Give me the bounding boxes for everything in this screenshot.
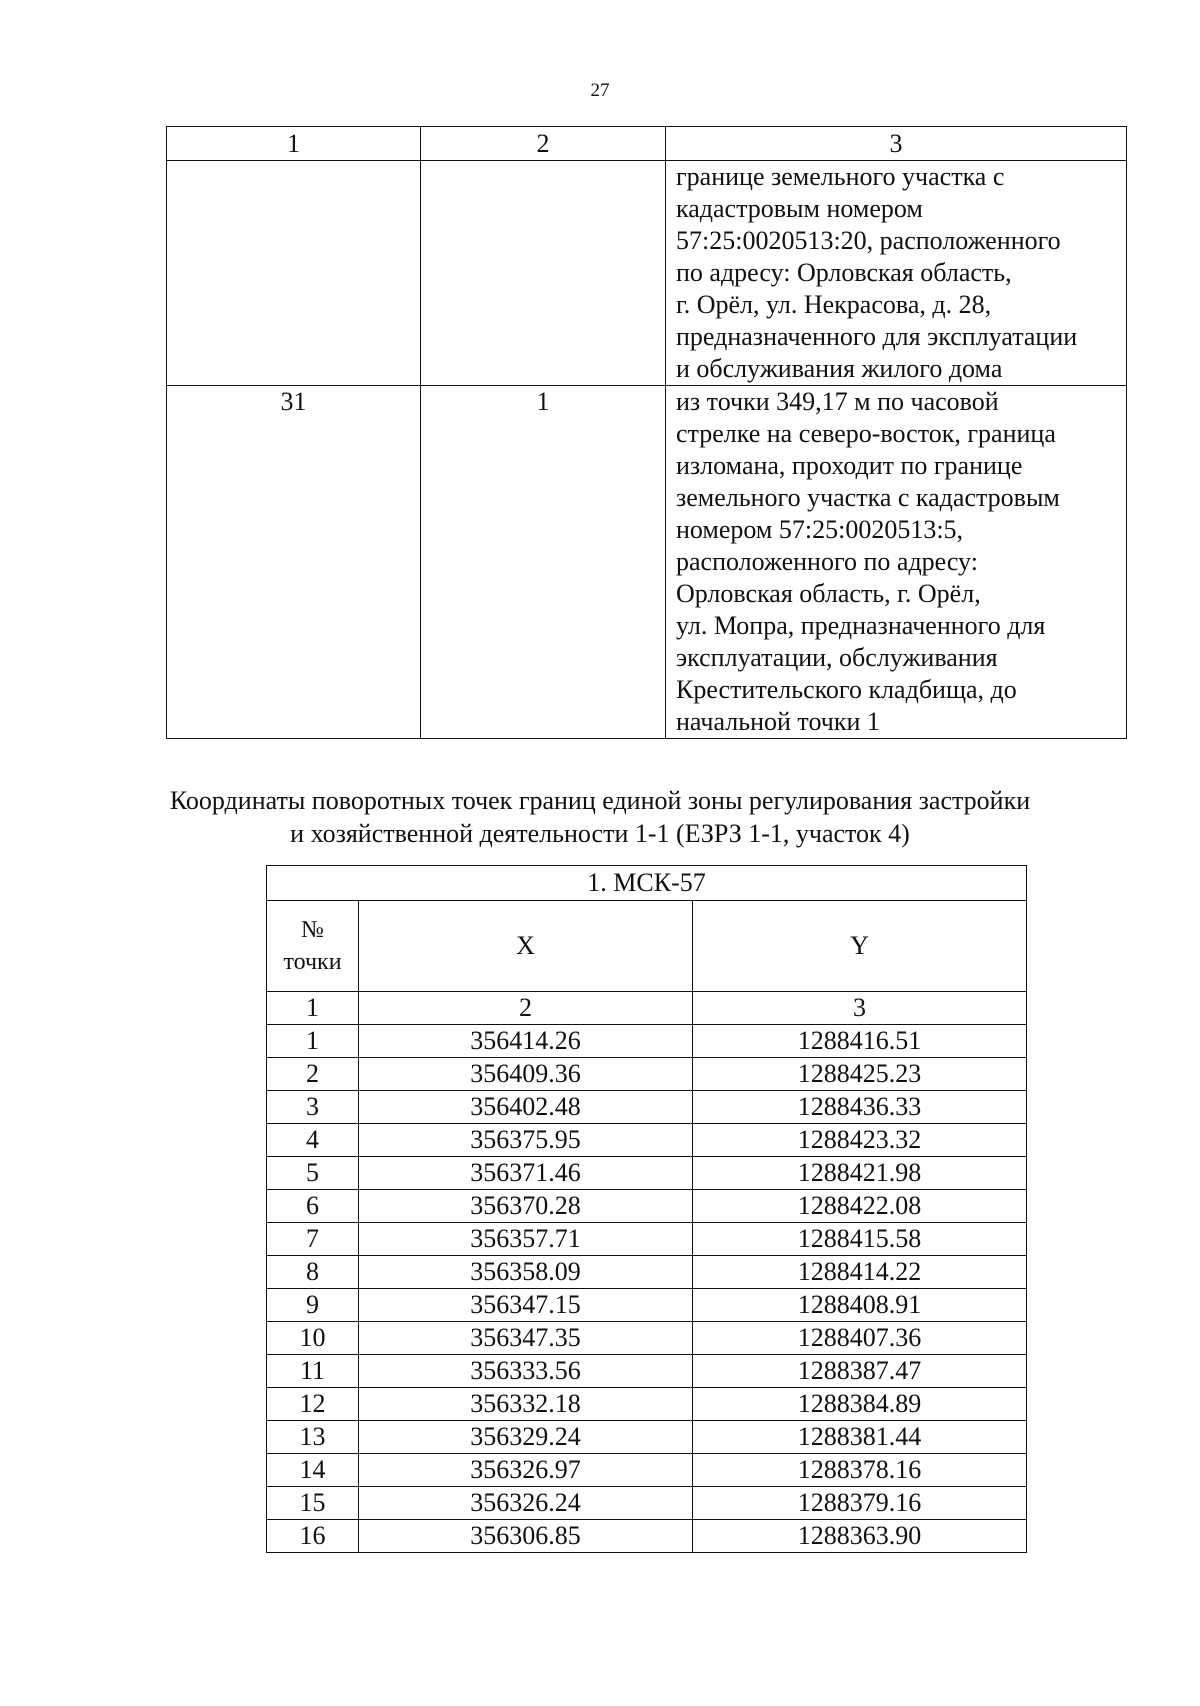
point-number-cell: 10 bbox=[267, 1322, 359, 1355]
x-coordinate-cell: 356375.95 bbox=[359, 1124, 693, 1157]
description-line: начальной точки 1 bbox=[676, 707, 880, 736]
description-line: стрелке на северо-восток, граница bbox=[676, 419, 1056, 448]
table-row bbox=[267, 1355, 1027, 1388]
page-number: 27 bbox=[590, 80, 610, 101]
point-number-cell: 1 bbox=[267, 1025, 359, 1058]
coordinates-heading-line: и хозяйственной деятельности 1-1 (ЕЗРЗ 1-1, участок 4) bbox=[290, 819, 910, 848]
point-number-header bbox=[267, 901, 359, 992]
table-row bbox=[267, 1487, 1027, 1520]
x-coordinate-cell: 356332.18 bbox=[359, 1388, 693, 1421]
description-line: ул. Мопра, предназначенного для bbox=[676, 611, 1046, 640]
table-row bbox=[267, 1520, 1027, 1553]
description-line: земельного участка с кадастровым bbox=[676, 483, 1060, 512]
y-coordinate-cell: 1288384.89 bbox=[693, 1388, 1027, 1421]
description-line: эксплуатации, обслуживания bbox=[676, 643, 998, 672]
y-coordinate-cell: 1288363.90 bbox=[693, 1520, 1027, 1553]
y-coordinate-cell: 1288379.16 bbox=[693, 1487, 1027, 1520]
description-line: Орловская область, г. Орёл, bbox=[676, 579, 981, 608]
point-number-header-word: точки bbox=[283, 949, 342, 975]
description-line: и обслуживания жилого дома bbox=[676, 354, 1003, 383]
point-number-cell: 8 bbox=[267, 1256, 359, 1289]
point-number-header-symbol: № bbox=[301, 917, 324, 943]
x-coordinate-cell: 356370.28 bbox=[359, 1190, 693, 1223]
coordinates-column-header-row bbox=[267, 901, 1027, 992]
y-coordinate-cell: 1288381.44 bbox=[693, 1421, 1027, 1454]
x-column-header: X bbox=[359, 901, 693, 992]
x-coordinate-cell: 356409.36 bbox=[359, 1058, 693, 1091]
y-column-header: Y bbox=[693, 901, 1027, 992]
x-coordinate-cell: 356326.97 bbox=[359, 1454, 693, 1487]
x-coordinate-cell: 356306.85 bbox=[359, 1520, 693, 1553]
y-coordinate-cell: 1288408.91 bbox=[693, 1289, 1027, 1322]
table-row bbox=[267, 1157, 1027, 1190]
boundary-point-from-cell bbox=[167, 161, 421, 386]
y-coordinate-cell: 1288416.51 bbox=[693, 1025, 1027, 1058]
table-row bbox=[267, 1421, 1027, 1454]
table-row bbox=[267, 1256, 1027, 1289]
description-line: границе земельного участка с bbox=[676, 162, 1005, 191]
coordinate-system-label: 1. МСК-57 bbox=[267, 866, 1027, 901]
x-coordinate-cell: 356414.26 bbox=[359, 1025, 693, 1058]
y-coordinate-cell: 1288436.33 bbox=[693, 1091, 1027, 1124]
x-coordinate-cell: 356358.09 bbox=[359, 1256, 693, 1289]
table-row bbox=[267, 1091, 1027, 1124]
point-number-cell: 12 bbox=[267, 1388, 359, 1421]
numbering-cell: 3 bbox=[693, 992, 1027, 1025]
boundary-table-header-row bbox=[167, 127, 1127, 161]
y-coordinate-cell: 1288407.36 bbox=[693, 1322, 1027, 1355]
point-number-cell: 4 bbox=[267, 1124, 359, 1157]
y-coordinate-cell: 1288423.32 bbox=[693, 1124, 1027, 1157]
table-row bbox=[267, 1025, 1027, 1058]
point-number-cell: 5 bbox=[267, 1157, 359, 1190]
point-number-cell: 3 bbox=[267, 1091, 359, 1124]
x-coordinate-cell: 356347.15 bbox=[359, 1289, 693, 1322]
table-row bbox=[267, 1190, 1027, 1223]
table-row bbox=[267, 1058, 1027, 1091]
table-row bbox=[267, 1124, 1027, 1157]
boundary-table-header-cell: 1 bbox=[167, 127, 421, 161]
description-line: г. Орёл, ул. Некрасова, д. 28, bbox=[676, 290, 992, 319]
y-coordinate-cell: 1288415.58 bbox=[693, 1223, 1027, 1256]
description-line: изломана, проходит по границе bbox=[676, 451, 1023, 480]
x-coordinate-cell: 356326.24 bbox=[359, 1487, 693, 1520]
table-row bbox=[267, 1322, 1027, 1355]
boundary-point-from-cell: 31 bbox=[167, 386, 421, 739]
x-coordinate-cell: 356347.35 bbox=[359, 1322, 693, 1355]
table-row bbox=[267, 1289, 1027, 1322]
table-row bbox=[267, 1223, 1027, 1256]
point-number-cell: 15 bbox=[267, 1487, 359, 1520]
y-coordinate-cell: 1288422.08 bbox=[693, 1190, 1027, 1223]
numbering-cell: 2 bbox=[359, 992, 693, 1025]
coordinates-table bbox=[266, 865, 1027, 1553]
boundary-description-table bbox=[166, 126, 1127, 739]
boundary-table-row bbox=[167, 386, 1127, 739]
boundary-table-header-cell: 2 bbox=[421, 127, 666, 161]
coordinates-numbering-row bbox=[267, 992, 1027, 1025]
description-line: кадастровым номером bbox=[676, 194, 923, 223]
table-row bbox=[267, 1388, 1027, 1421]
point-number-cell: 9 bbox=[267, 1289, 359, 1322]
x-coordinate-cell: 356371.46 bbox=[359, 1157, 693, 1190]
x-coordinate-cell: 356357.71 bbox=[359, 1223, 693, 1256]
y-coordinate-cell: 1288414.22 bbox=[693, 1256, 1027, 1289]
point-number-cell: 6 bbox=[267, 1190, 359, 1223]
point-number-cell: 7 bbox=[267, 1223, 359, 1256]
numbering-cell: 1 bbox=[267, 992, 359, 1025]
description-line: по адресу: Орловская область, bbox=[676, 258, 1012, 287]
x-coordinate-cell: 356333.56 bbox=[359, 1355, 693, 1388]
description-line: 57:25:0020513:20, расположенного bbox=[676, 226, 1061, 255]
description-line: номером 57:25:0020513:5, bbox=[676, 515, 964, 544]
point-number-cell: 16 bbox=[267, 1520, 359, 1553]
point-number-cell: 14 bbox=[267, 1454, 359, 1487]
boundary-description-cell bbox=[666, 386, 1127, 739]
description-line: Крестительского кладбища, до bbox=[676, 675, 1017, 704]
boundary-table-row bbox=[167, 161, 1127, 386]
point-number-cell: 11 bbox=[267, 1355, 359, 1388]
boundary-point-to-cell: 1 bbox=[421, 386, 666, 739]
point-number-cell: 2 bbox=[267, 1058, 359, 1091]
description-line: из точки 349,17 м по часовой bbox=[676, 387, 999, 416]
coordinate-system-row bbox=[267, 866, 1027, 901]
x-coordinate-cell: 356402.48 bbox=[359, 1091, 693, 1124]
y-coordinate-cell: 1288378.16 bbox=[693, 1454, 1027, 1487]
boundary-description-cell bbox=[666, 161, 1127, 386]
x-coordinate-cell: 356329.24 bbox=[359, 1421, 693, 1454]
coordinates-heading-line: Координаты поворотных точек границ единой зоны регулирования застройки bbox=[169, 786, 1031, 815]
table-row bbox=[267, 1454, 1027, 1487]
y-coordinate-cell: 1288421.98 bbox=[693, 1157, 1027, 1190]
description-line: расположенного по адресу: bbox=[676, 547, 978, 576]
description-line: предназначенного для эксплуатации bbox=[676, 322, 1078, 351]
boundary-table-header-cell: 3 bbox=[666, 127, 1127, 161]
y-coordinate-cell: 1288425.23 bbox=[693, 1058, 1027, 1091]
point-number-cell: 13 bbox=[267, 1421, 359, 1454]
boundary-point-to-cell bbox=[421, 161, 666, 386]
y-coordinate-cell: 1288387.47 bbox=[693, 1355, 1027, 1388]
coordinates-heading bbox=[0, 784, 1200, 850]
